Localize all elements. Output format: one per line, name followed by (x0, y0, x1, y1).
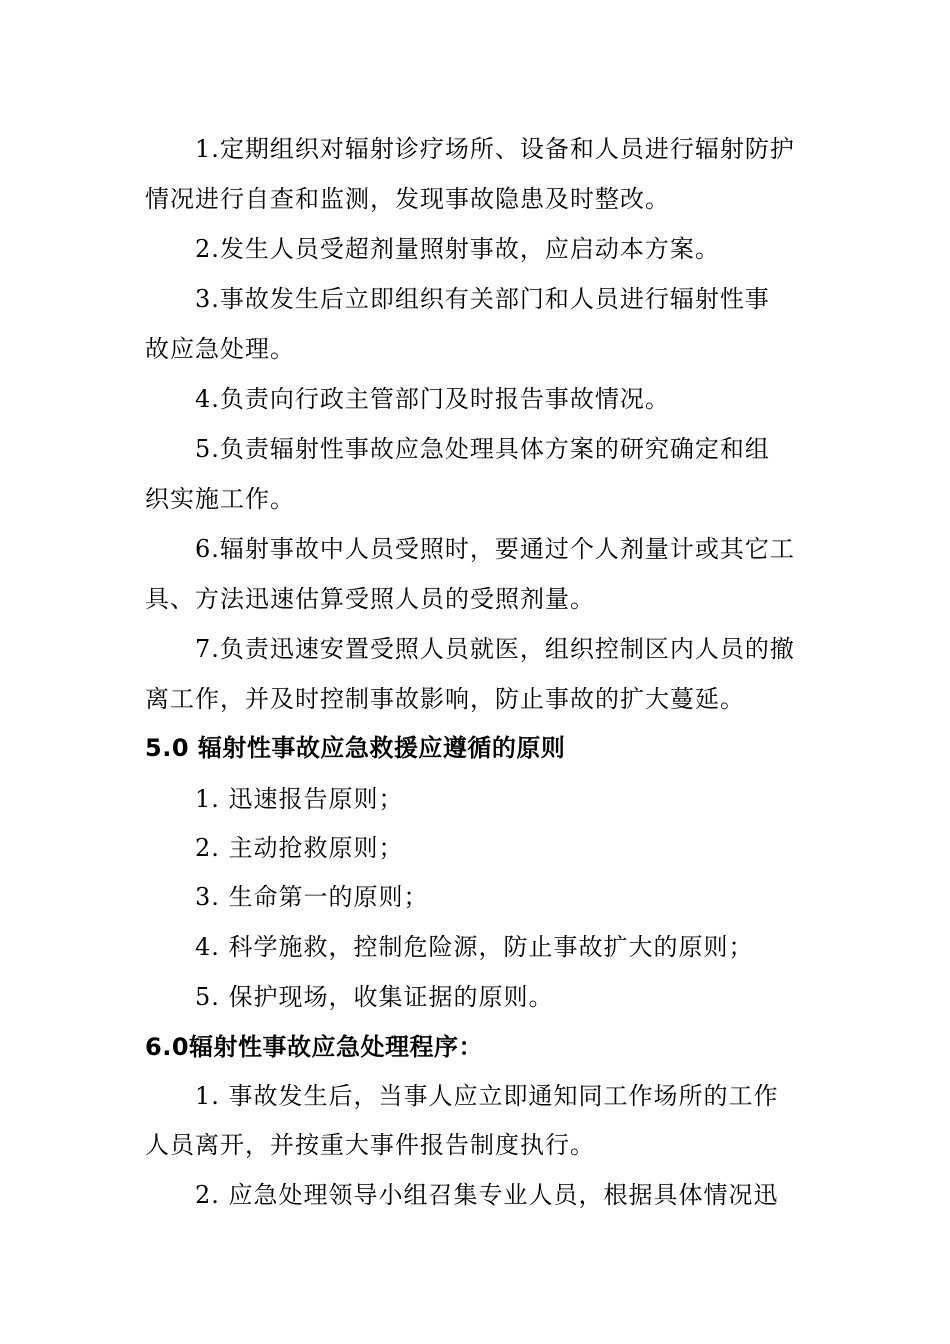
procedure-step-2-line-1: 2. 应急处理领导小组召集专业人员，根据具体情况迅 (195, 1181, 779, 1209)
principle-2: 2. 主动抢救原则； (195, 834, 404, 862)
section-5-heading: 5.0 辐射性事故应急救援应遵循的原则 (145, 734, 566, 762)
duty-7-line-2: 离工作，并及时控制事故影响，防止事故的扩大蔓延。 (145, 685, 745, 713)
principle-3: 3. 生命第一的原则； (195, 883, 429, 911)
duty-1-line-1: 1.定期组织对辐射诊疗场所、设备和人员进行辐射防护 (195, 135, 795, 163)
duty-5-line-1: 5.负责辐射性事故应急处理具体方案的研究确定和组 (195, 435, 770, 463)
duty-1-line-2: 情况进行自查和监测，发现事故隐患及时整改。 (145, 185, 670, 213)
principle-4: 4. 科学施救，控制危险源，防止事故扩大的原则； (195, 933, 754, 961)
section-6-heading: 6.0辐射性事故应急处理程序： (145, 1033, 484, 1061)
duty-2-line-1: 2.发生人员受超剂量照射事故，应启动本方案。 (195, 235, 720, 263)
duty-7-line-1: 7.负责迅速安置受照人员就医，组织控制区内人员的撤 (195, 635, 795, 663)
duty-3-line-1: 3.事故发生后立即组织有关部门和人员进行辐射性事 (195, 285, 770, 313)
procedure-step-1-line-1: 1. 事故发生后，当事人应立即通知同工作场所的工作 (195, 1082, 779, 1110)
duty-6-line-2: 具、方法迅速估算受照人员的受照剂量。 (145, 585, 595, 613)
principle-5: 5. 保护现场，收集证据的原则。 (195, 983, 554, 1011)
duty-5-line-2: 织实施工作。 (145, 485, 295, 513)
principle-1: 1. 迅速报告原则； (195, 785, 404, 813)
duty-6-line-1: 6.辐射事故中人员受照时，要通过个人剂量计或其它工 (195, 535, 795, 563)
procedure-step-1-line-2: 人员离开，并按重大事件报告制度执行。 (145, 1131, 595, 1159)
duty-4-line-1: 4.负责向行政主管部门及时报告事故情况。 (195, 385, 670, 413)
duty-3-line-2: 故应急处理。 (145, 335, 295, 363)
